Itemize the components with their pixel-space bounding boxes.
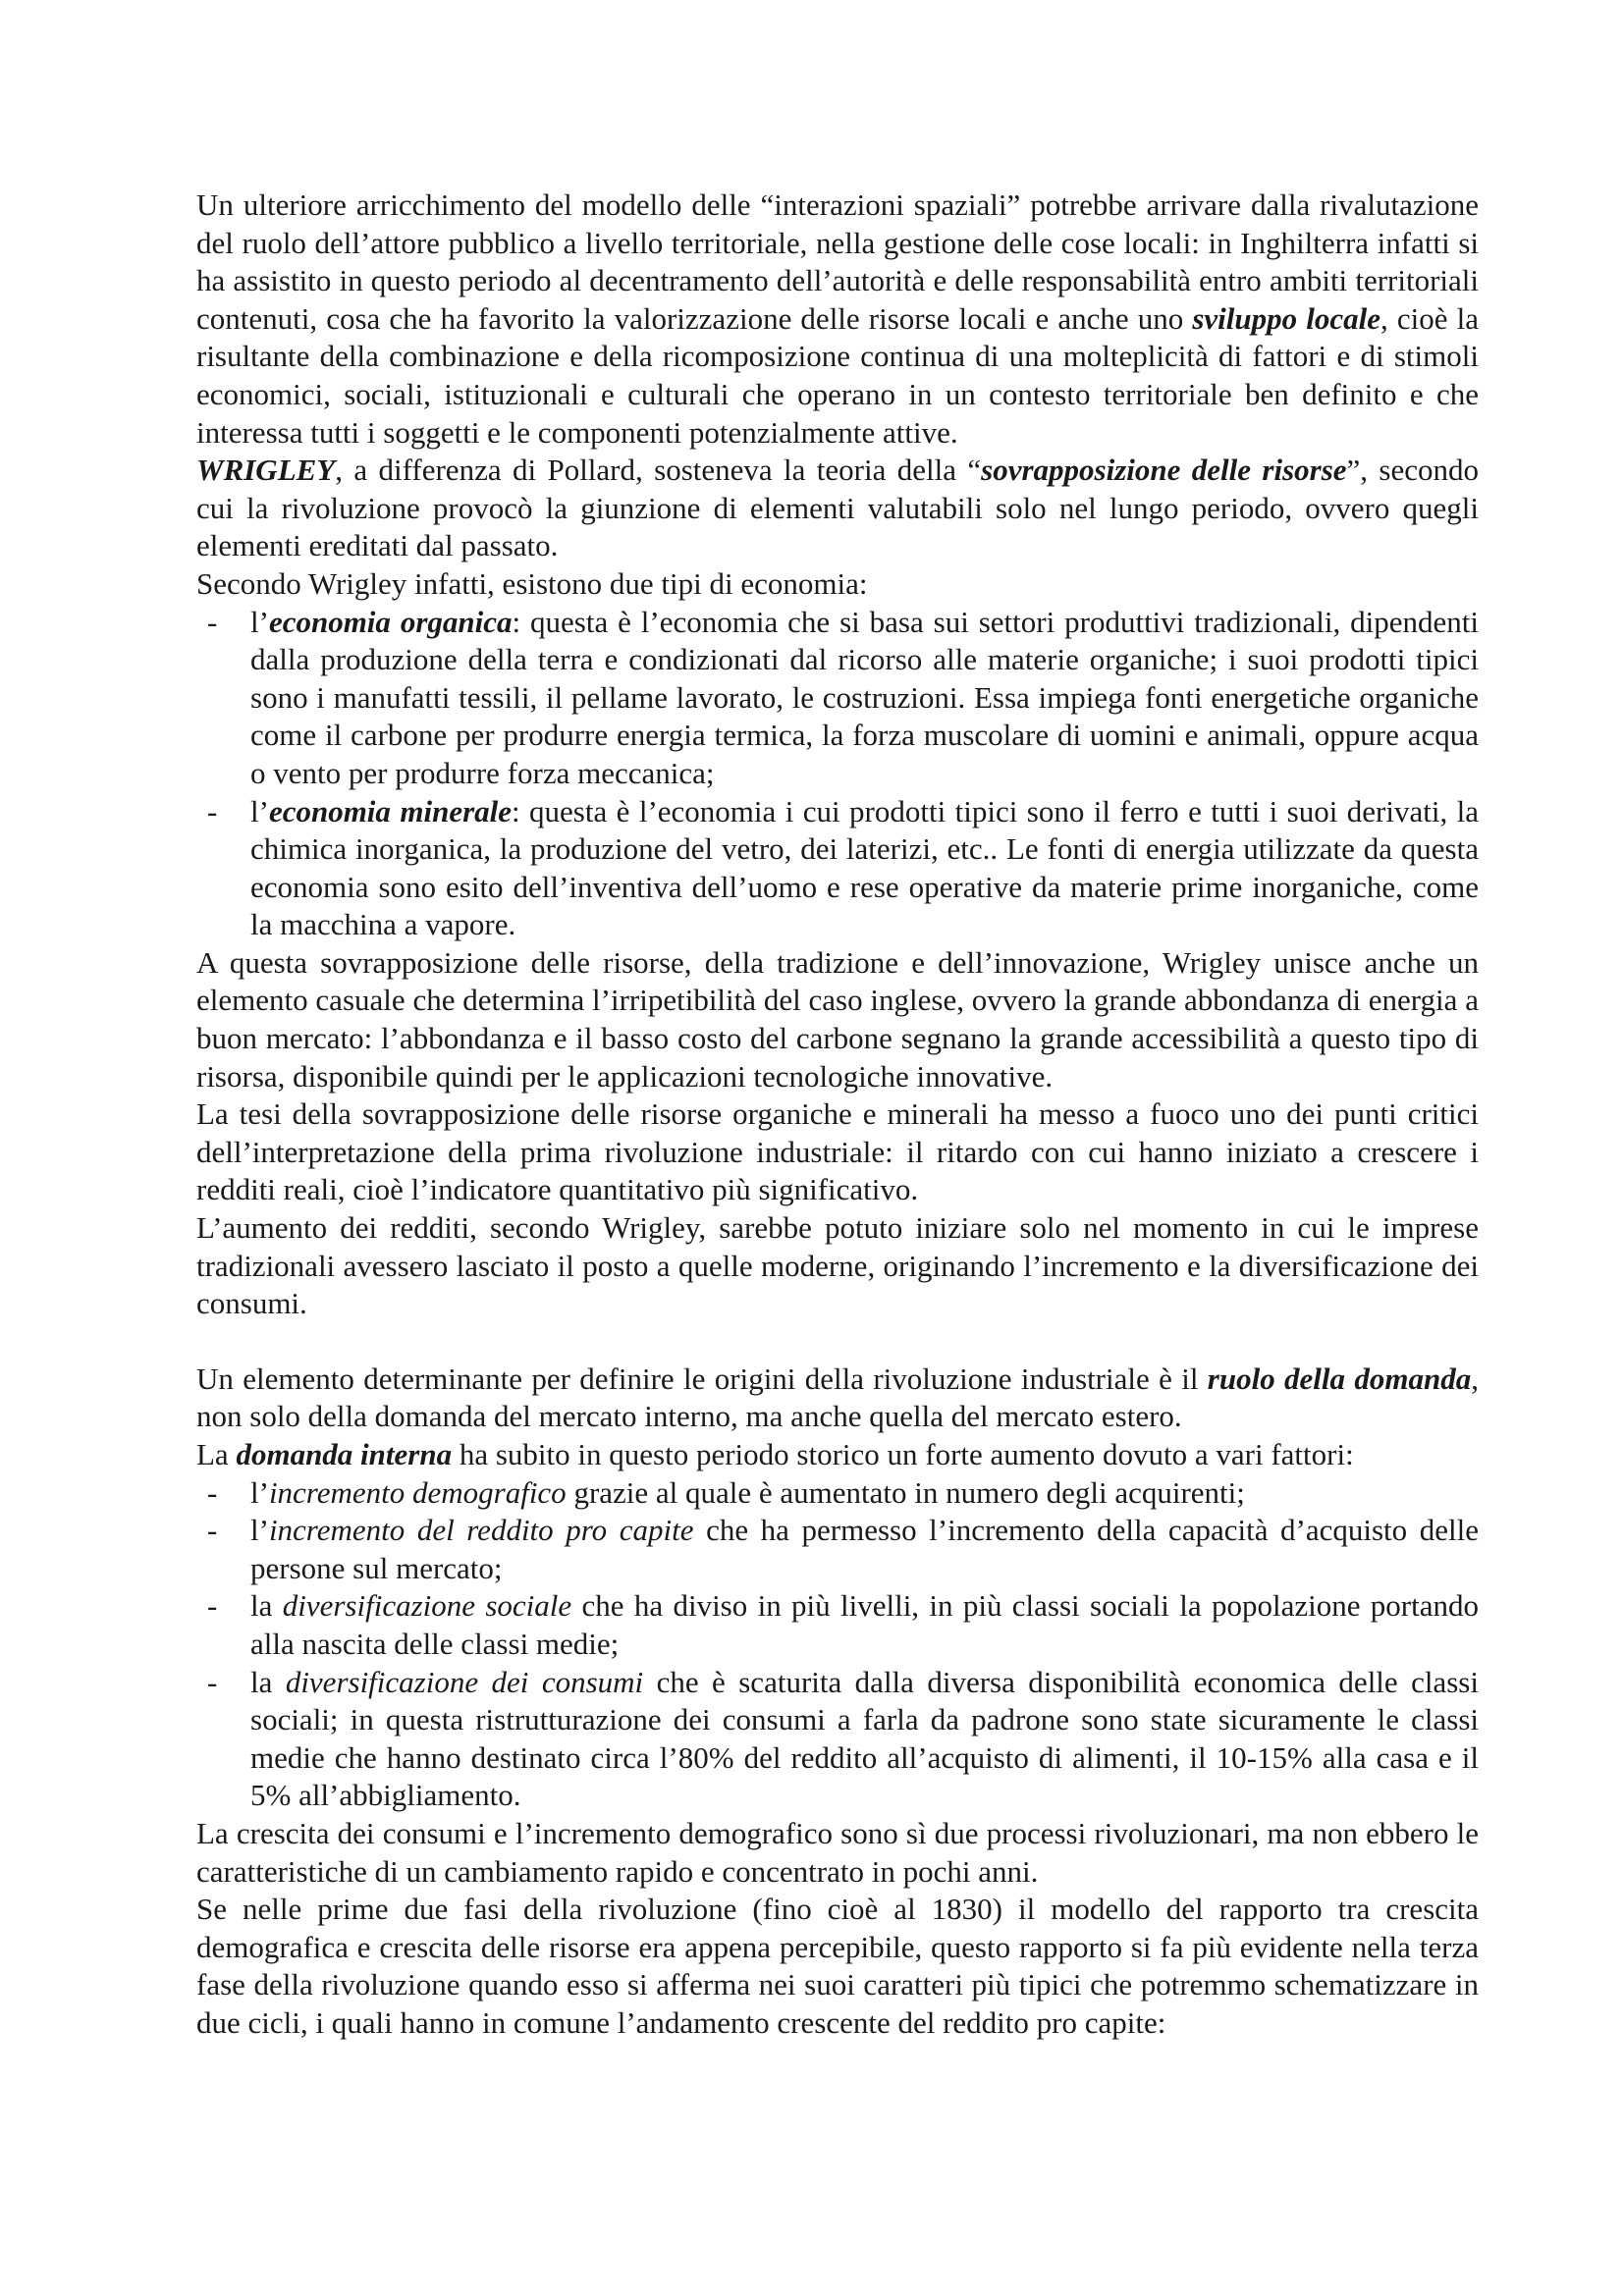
text-run: , a differenza di Pollard, sosteneva la teoria della “ bbox=[335, 453, 982, 488]
text-run: che ha diviso in più livelli, in più classi sociali la popolazione portando alla nascita delle classi medie; bbox=[250, 1588, 1480, 1661]
term-sovrapposizione: sovrapposizione delle risorse bbox=[981, 453, 1347, 488]
text-run: ha subito in questo periodo storico un forte aumento dovuto a vari fattori: bbox=[452, 1437, 1354, 1471]
list-item bbox=[196, 1587, 1479, 1663]
term-economia-minerale: economia minerale bbox=[268, 793, 513, 828]
dash-bullet: - bbox=[207, 793, 218, 828]
paragraph-gap bbox=[196, 1323, 1479, 1361]
demand-factors-list bbox=[196, 1474, 1479, 1815]
economy-types-list bbox=[196, 604, 1479, 944]
text-run: : questa è l’economia i cui prodotti tipici sono il ferro e tutti i suoi derivati, la chimica inorganica, la produzione del vetro, dei laterizi, etc.. Le fonti di energia utilizzate da questa economia sono esito dell’inventiva dell’uomo e rese operative da materie prime inorganiche, come la macchina a vapore. bbox=[250, 793, 1479, 942]
term-diversificazione-sociale: diversificazione sociale bbox=[282, 1588, 572, 1624]
text-run: : questa è l’economia che si basa sui settori produttivi tradizionali, dipendenti dalla produzione della terra e condizionati dal ricorso alle materie organiche; i suoi prodotti tipici sono i manufatti tessili, il pellame lavorato, le costruzioni. Essa impiega fonti energetiche organiche come il carbone per produrre energia termica, la forza muscolare di uomini e animali, oppure acqua o vento per produrre forza meccanica; bbox=[250, 604, 1479, 790]
text-run: l’ bbox=[250, 604, 269, 639]
term-diversificazione-consumi: diversificazione dei consumi bbox=[285, 1664, 644, 1699]
term-domanda-interna: domanda interna bbox=[236, 1437, 453, 1471]
paragraph-phases: Se nelle prime due fasi della rivoluzione (fino cioè al 1830) il modello del rapporto tra crescita demografica e crescita delle risorse era appena percepibile, questo rapporto si fa più evidente nella terza fase della rivoluzione quando esso si afferma nei suoi caratteri più tipici che potremmo schematizzare in due cicli, i quali hanno in comune l’andamento crescente del reddito pro capite: bbox=[196, 1892, 1479, 2040]
term-ruolo-della-domanda: ruolo della domanda bbox=[1207, 1361, 1472, 1396]
list-item bbox=[196, 793, 1479, 944]
text-run: che ha permesso l’incremento della capacità d’acquisto delle persone sul mercato; bbox=[250, 1513, 1479, 1585]
list-item bbox=[196, 1512, 1479, 1587]
dash-bullet: - bbox=[207, 1588, 218, 1624]
text-run: ”, secondo cui la rivoluzione provocò la giunzione di elementi valutabili solo nel lungo periodo, ovvero quegli elementi ereditati dal passato. bbox=[196, 453, 1480, 563]
paragraph-energy: A questa sovrapposizione delle risorse, della tradizione e dell’innovazione, Wrigley unisce anche un elemento casuale che determina l’irripetibilità del caso inglese, ovvero la grande abbondanza di energia a buon mercato: l’abbondanza e il basso costo del carbone segnano la grande accessibilità a questo tipo di risorsa, disponibile quindi per le applicazioni tecnologiche innovative. bbox=[196, 944, 1479, 1094]
term-economia-organica: economia organica bbox=[268, 604, 513, 639]
term-incremento-reddito: incremento del reddito pro capite bbox=[268, 1513, 694, 1548]
text-run: l’ bbox=[250, 1513, 269, 1548]
dash-bullet: - bbox=[207, 604, 218, 639]
text-run: l’ bbox=[250, 1474, 269, 1510]
paragraph-internal-demand bbox=[196, 1436, 1479, 1474]
dash-bullet: - bbox=[207, 1664, 218, 1699]
text-run: l’ bbox=[250, 793, 269, 828]
paragraph-demand-role bbox=[196, 1361, 1479, 1436]
text-run: che è scaturita dalla diversa disponibilità economica delle classi sociali; in questa ristrutturazione dei consumi a farla da padrone sono state sicuramente le classi medie che hanno destinato circa l’80% del reddito all’acquisto di alimenti, il 10-15% alla casa e il 5% all’abbigliamento. bbox=[250, 1664, 1479, 1813]
text-run: , cioè la risultante della combinazione e della ricomposizione continua di una molteplicità di fattori e di stimoli economici, sociali, istituzionali e culturali che operano in un contesto territoriale ben definito e che interessa tutti i soggetti e le componenti potenzialmente attive. bbox=[196, 300, 1479, 450]
text-run: , non solo della domanda del mercato interno, ma anche quella del mercato estero. bbox=[196, 1361, 1479, 1434]
page-body bbox=[196, 187, 1479, 2043]
text-run: La bbox=[196, 1437, 237, 1471]
term-sviluppo-locale: sviluppo locale bbox=[1192, 300, 1380, 336]
term-incremento-demografico: incremento demografico bbox=[268, 1474, 567, 1510]
list-item bbox=[196, 1474, 1479, 1513]
paragraph-consumption-growth: La crescita dei consumi e l’incremento demografico sono sì due processi rivoluzionari, ma non ebbero le caratteristiche di un cambiamento rapido e concentrato in pochi anni. bbox=[196, 1815, 1479, 1889]
paragraph-income: L’aumento dei redditi, secondo Wrigley, sarebbe potuto iniziare solo nel momento in cui le imprese tradizionali avessero lasciato il posto a quelle moderne, originando l’incremento e la diversificazione dei consumi. bbox=[196, 1210, 1479, 1321]
dash-bullet: - bbox=[207, 1474, 218, 1510]
paragraph-wrigley bbox=[196, 452, 1479, 565]
text-run: Un elemento determinante per definire le origini della rivoluzione industriale è il bbox=[196, 1361, 1208, 1396]
text-run: la bbox=[250, 1664, 286, 1699]
paragraph-economy-intro: Secondo Wrigley infatti, esistono due tipi di economia: bbox=[196, 565, 868, 601]
author-name-wrigley: WRIGLEY bbox=[196, 453, 336, 488]
text-run: la bbox=[250, 1588, 283, 1624]
paragraph-thesis: La tesi della sovrapposizione delle risorse organiche e minerali ha messo a fuoco uno dei punti critici dell’interpretazione della prima rivoluzione industriale: il ritardo con cui hanno iniziato a crescere i redditi reali, cioè l’indicatore quantitativo più significativo. bbox=[196, 1096, 1479, 1207]
paragraph-public-actor bbox=[196, 187, 1479, 452]
list-item bbox=[196, 1664, 1479, 1815]
list-item bbox=[196, 604, 1479, 793]
text-run: grazie al quale è aumentato in numero degli acquirenti; bbox=[566, 1474, 1245, 1510]
dash-bullet: - bbox=[207, 1513, 218, 1548]
text-run: Un ulteriore arricchimento del modello delle “interazioni spaziali” potrebbe arrivare dalla rivalutazione del ruolo dell’attore pubblico a livello territoriale, nella gestione delle cose locali: in Inghilterra infatti si ha assistito in questo periodo al decentramento dell’autorità e delle responsabilità entro ambiti territoriali contenuti, cosa che ha favorito la valorizzazione delle risorse locali e anche uno bbox=[196, 187, 1479, 336]
